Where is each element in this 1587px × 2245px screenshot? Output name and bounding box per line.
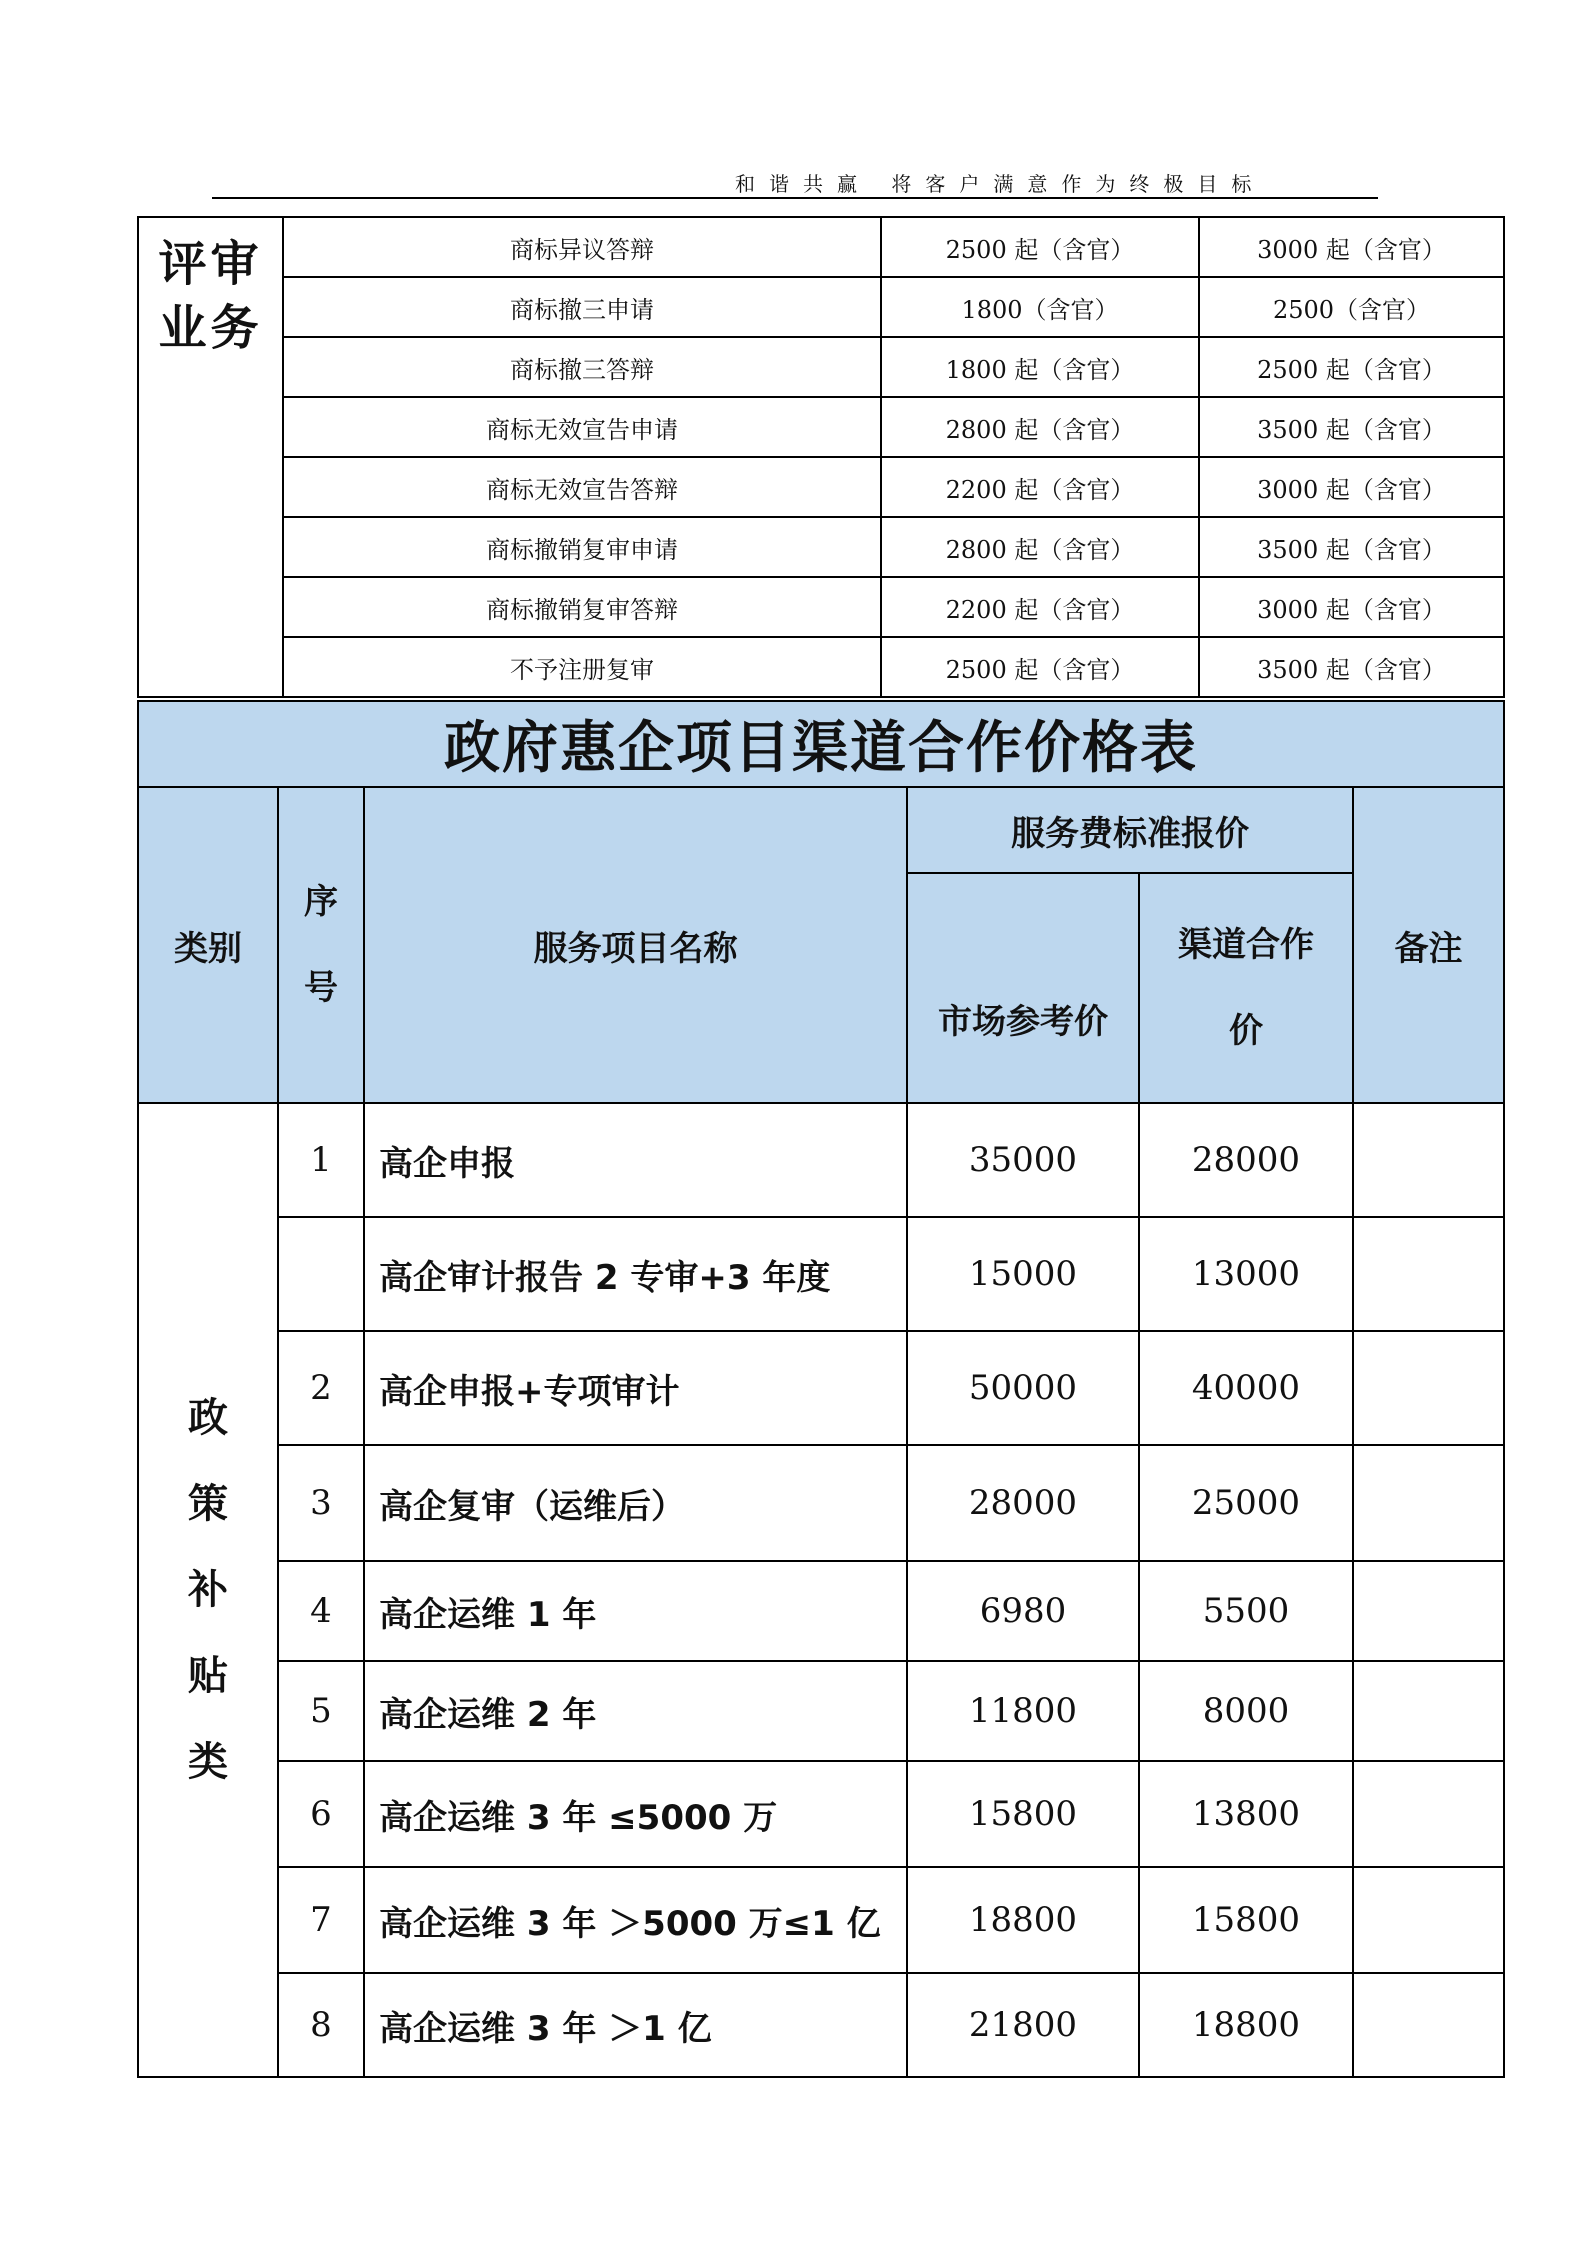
service-name: 商标无效宣告申请 [283, 397, 881, 457]
market-price: 15800 [907, 1761, 1139, 1867]
remark-cell [1353, 1331, 1504, 1445]
market-price: 15000 [907, 1217, 1139, 1331]
remark-cell [1353, 1561, 1504, 1661]
service-name: 高企运维 3 年 ≤5000 万 [364, 1761, 907, 1867]
price-cell: 2500 起（含官） [1199, 337, 1504, 397]
channel-price: 13800 [1139, 1761, 1353, 1867]
price-table [137, 700, 1505, 2078]
table-row [138, 517, 1504, 577]
channel-price: 13000 [1139, 1217, 1353, 1331]
market-price: 28000 [907, 1445, 1139, 1561]
table-row [138, 1561, 1504, 1661]
header-service-name: 服务项目名称 [364, 787, 907, 1103]
review-category: 评审业务 [138, 217, 283, 697]
table-row [138, 277, 1504, 337]
policy-subsidy-category: 政 策 补 贴 类 [138, 1103, 278, 2077]
seq-cell: 4 [278, 1561, 364, 1661]
price-cell: 1800（含官） [881, 277, 1199, 337]
table-row [138, 1103, 1504, 1217]
price-cell: 3500 起（含官） [1199, 637, 1504, 697]
price-table-title: 政府惠企项目渠道合作价格表 [138, 701, 1504, 787]
service-name: 高企运维 1 年 [364, 1561, 907, 1661]
remark-cell [1353, 1761, 1504, 1867]
remark-cell [1353, 1103, 1504, 1217]
table-row [138, 577, 1504, 637]
service-name: 高企复审（运维后） [364, 1445, 907, 1561]
header-category: 类别 [138, 787, 278, 1103]
remark-cell [1353, 1445, 1504, 1561]
table-row [138, 1761, 1504, 1867]
table-row [138, 1445, 1504, 1561]
service-name: 商标无效宣告答辩 [283, 457, 881, 517]
service-name: 高企运维 3 年 ＞1 亿 [364, 1973, 907, 2077]
remark-cell [1353, 1217, 1504, 1331]
price-cell: 3500 起（含官） [1199, 517, 1504, 577]
header-market-price: 市场参考价 [907, 873, 1139, 1103]
price-cell: 3500 起（含官） [1199, 397, 1504, 457]
market-price: 11800 [907, 1661, 1139, 1761]
header-remark: 备注 [1353, 787, 1504, 1103]
review-table [137, 216, 1505, 698]
header-divider [212, 197, 1378, 199]
price-cell: 3000 起（含官） [1199, 217, 1504, 277]
header-seq: 序 号 [278, 787, 364, 1103]
service-name: 高企审计报告 2 专审+3 年度 [364, 1217, 907, 1331]
service-name: 商标撤销复审答辩 [283, 577, 881, 637]
service-name: 商标撤三答辩 [283, 337, 881, 397]
seq-cell: 3 [278, 1445, 364, 1561]
table-row [138, 1973, 1504, 2077]
header-fee-group: 服务费标准报价 [907, 787, 1353, 873]
remark-cell [1353, 1661, 1504, 1761]
table-row [138, 397, 1504, 457]
seq-cell: 5 [278, 1661, 364, 1761]
price-cell: 2800 起（含官） [881, 517, 1199, 577]
table-row [138, 1331, 1504, 1445]
channel-price: 18800 [1139, 1973, 1353, 2077]
seq-cell: 6 [278, 1761, 364, 1867]
channel-price: 15800 [1139, 1867, 1353, 1973]
service-name: 商标撤三申请 [283, 277, 881, 337]
service-name: 高企运维 2 年 [364, 1661, 907, 1761]
price-cell: 1800 起（含官） [881, 337, 1199, 397]
service-name: 商标异议答辩 [283, 217, 881, 277]
market-price: 6980 [907, 1561, 1139, 1661]
channel-price: 5500 [1139, 1561, 1353, 1661]
remark-cell [1353, 1867, 1504, 1973]
service-name: 不予注册复审 [283, 637, 881, 697]
service-name: 高企申报 [364, 1103, 907, 1217]
market-price: 35000 [907, 1103, 1139, 1217]
table-row [138, 1661, 1504, 1761]
price-cell: 3000 起（含官） [1199, 457, 1504, 517]
seq-cell [278, 1217, 364, 1331]
price-cell: 2200 起（含官） [881, 577, 1199, 637]
seq-cell: 1 [278, 1103, 364, 1217]
seq-cell: 2 [278, 1331, 364, 1445]
header-channel-price: 渠道合作 价 [1139, 873, 1353, 1103]
price-cell: 2500 起（含官） [881, 217, 1199, 277]
header-motto: 和谐共赢 将客户满意作为终极目标 [735, 172, 1266, 196]
channel-price: 28000 [1139, 1103, 1353, 1217]
service-name: 高企申报+专项审计 [364, 1331, 907, 1445]
market-price: 21800 [907, 1973, 1139, 2077]
table-row [138, 457, 1504, 517]
market-price: 18800 [907, 1867, 1139, 1973]
seq-cell: 8 [278, 1973, 364, 2077]
channel-price: 8000 [1139, 1661, 1353, 1761]
table-row [138, 1867, 1504, 1973]
table-row [138, 637, 1504, 697]
remark-cell [1353, 1973, 1504, 2077]
price-cell: 2800 起（含官） [881, 397, 1199, 457]
channel-price: 25000 [1139, 1445, 1353, 1561]
market-price: 50000 [907, 1331, 1139, 1445]
price-cell: 2500 起（含官） [881, 637, 1199, 697]
table-row [138, 1217, 1504, 1331]
table-row [138, 217, 1504, 277]
service-name: 商标撤销复审申请 [283, 517, 881, 577]
service-name: 高企运维 3 年 ＞5000 万≤1 亿 [364, 1867, 907, 1973]
channel-price: 40000 [1139, 1331, 1353, 1445]
table-row [138, 337, 1504, 397]
seq-cell: 7 [278, 1867, 364, 1973]
price-cell: 2500（含官） [1199, 277, 1504, 337]
price-cell: 2200 起（含官） [881, 457, 1199, 517]
price-cell: 3000 起（含官） [1199, 577, 1504, 637]
